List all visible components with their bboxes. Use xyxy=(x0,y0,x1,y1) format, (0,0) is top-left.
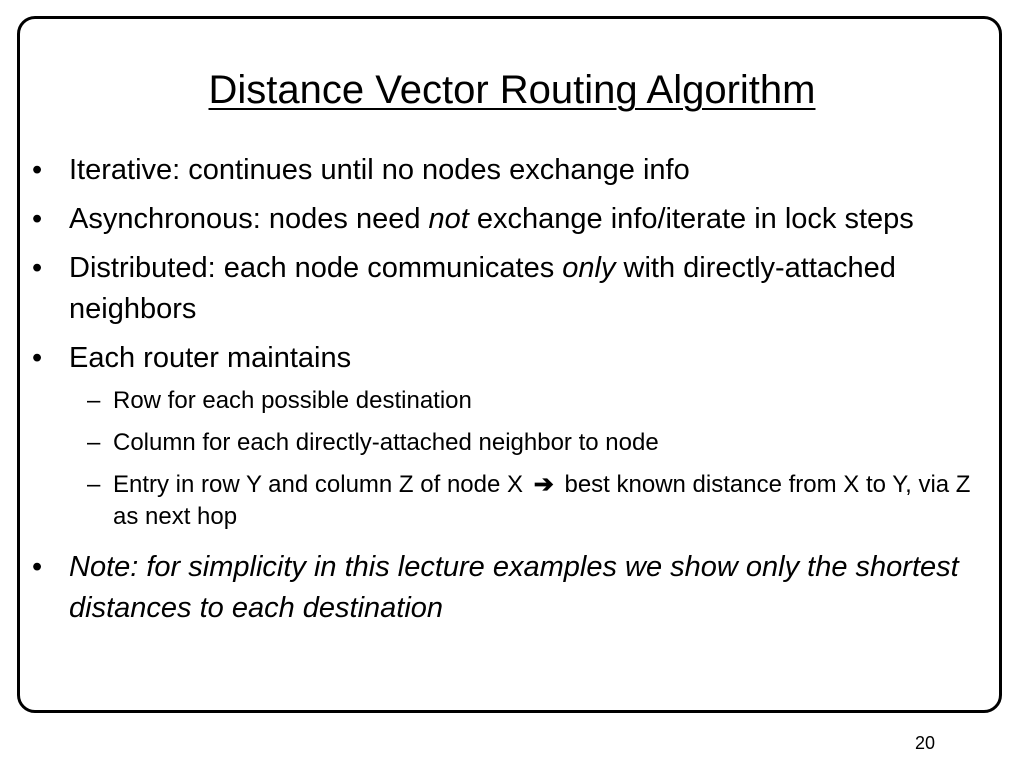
bullet-marker: • xyxy=(32,551,43,583)
sub-bullet-marker: – xyxy=(87,429,101,456)
bullet-marker: • xyxy=(32,154,43,186)
bullet-asynchronous-text-start: Asynchronous: nodes need xyxy=(69,203,429,235)
sub-bullet-column xyxy=(30,427,1000,459)
bullet-iterative xyxy=(30,150,1000,191)
sub-bullet-row xyxy=(30,385,1000,417)
sub-bullet-marker: – xyxy=(87,387,101,414)
page-number: 20 xyxy=(914,733,936,753)
sub-bullet-entry-text-end: best known distance from X to Y, via Z as next hop xyxy=(113,471,971,530)
bullet-marker: • xyxy=(32,203,43,235)
bullet-asynchronous-text-end: exchange info/iterate in lock steps xyxy=(468,203,914,235)
bullet-note xyxy=(30,547,1000,629)
sub-bullet-column-text: Column for each directly-attached neighbor to node xyxy=(113,429,659,456)
sub-bullet-row-text: Row for each possible destination xyxy=(113,387,472,414)
sub-bullet-entry-text-start: Entry in row Y and column Z of node X xyxy=(113,471,524,498)
bullet-marker: • xyxy=(32,252,43,284)
slide-title: Distance Vector Routing Algorithm xyxy=(208,68,816,112)
bullet-note-text: Note: for simplicity in this lecture examples we show only the shortest distances to each destination xyxy=(69,551,959,624)
right-arrow-icon: ➔ xyxy=(533,471,554,498)
bullet-distributed-text-end: with directly-attached neighbors xyxy=(69,252,896,325)
slide-body xyxy=(30,150,1000,637)
bullet-marker: • xyxy=(32,342,43,374)
bullet-distributed-text-start: Distributed: each node communicates xyxy=(69,252,563,284)
bullet-maintains xyxy=(30,338,1000,379)
bullet-asynchronous xyxy=(30,199,1000,240)
bullet-distributed-emphasis: only xyxy=(562,252,616,284)
bullet-maintains-text: Each router maintains xyxy=(69,342,352,374)
bullet-asynchronous-emphasis: not xyxy=(428,203,469,235)
bullet-iterative-text: Iterative: continues until no nodes exchange info xyxy=(69,154,690,186)
bullet-distributed xyxy=(30,248,1000,330)
sub-bullet-entry xyxy=(30,469,1000,533)
sub-bullet-marker: – xyxy=(87,471,101,498)
